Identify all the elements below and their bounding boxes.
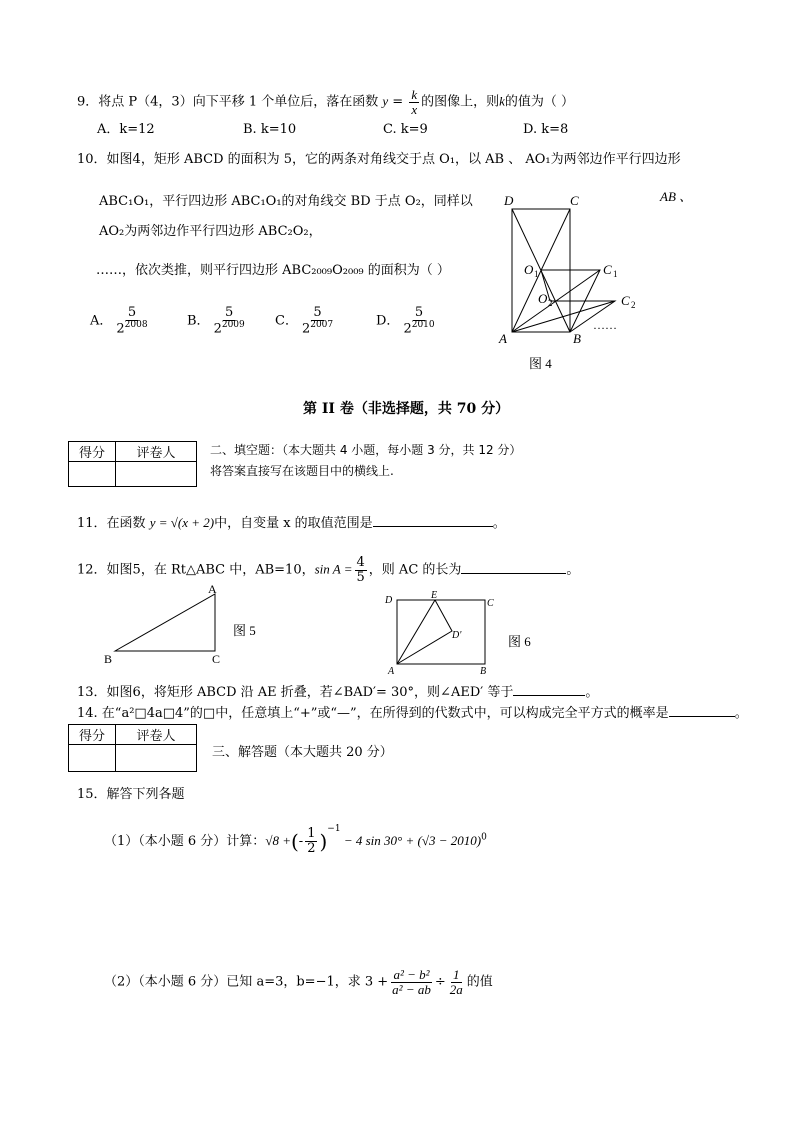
q15-p1-half-num: 1 [307, 826, 316, 842]
fig6-folded-triangle [397, 600, 452, 664]
q15-p1-exp2: 0 [481, 832, 487, 843]
q10-line2-right: AB 、 [660, 189, 693, 204]
q11 [77, 514, 506, 532]
figure-6 [380, 588, 540, 676]
q10-option-a-exp: 2008 [124, 319, 148, 330]
q10-option-a-label: A． [90, 313, 113, 329]
score-table-2-grader-cell[interactable] [116, 745, 197, 772]
q10-option-a-num: 5 [127, 305, 137, 320]
q10-option-c-frac [300, 306, 335, 336]
score-table-1-grader-cell[interactable] [116, 462, 197, 487]
q9-stem [77, 88, 574, 116]
q9-k: k [499, 93, 505, 109]
q10-line2: ABC₁O₁，平行四边形 ABC₁O₁的对角线交 BD 于点 O₂，同样以 [99, 194, 473, 209]
q15-p2-den: a² − ab [392, 981, 431, 997]
fig5-label-b: B [104, 652, 113, 666]
q15-p2-end: 的值 [466, 974, 493, 990]
q15-p1-formula-b: − 4 sin 30° + (√3 − 2010) [340, 833, 482, 848]
q14-text: 14. 在“a²□4a□4”的□中，任意填上“+”或“—”，在所得到的代数式中，可以构成完全平方式的概率是 [77, 706, 669, 721]
fig4-label-b: B [573, 331, 581, 346]
fig6-fold-ae [397, 600, 435, 664]
fig4-label-c2-sub: 2 [631, 300, 636, 310]
figure-5 [100, 582, 270, 667]
q11-formula: y = √(x + 2) [149, 515, 215, 530]
q9-option-c: C. k=9 [383, 122, 428, 137]
q10-option-b-frac [212, 306, 247, 336]
q15-part1 [104, 824, 487, 856]
score-table-2-col1: 得分 [69, 725, 116, 745]
q15-p1-half [305, 827, 317, 855]
fig6-label-a: A [388, 666, 395, 676]
q15-p2-num: a² − b² [393, 967, 430, 982]
q15-p2-text: （2）（本小题 6 分）已知 a=3，b=−1，求 3 + [104, 974, 389, 990]
q15-part2 [104, 968, 493, 996]
q12-sin: sin A = [314, 561, 353, 577]
fig4-label-o1-sub: 1 [534, 269, 539, 279]
fig6-label-e: E [431, 590, 438, 601]
fig6-label-c: C [487, 598, 494, 609]
q11-text-b: 中，自变量 x 的取值范围是 [214, 516, 373, 531]
fig4-label-o2-sub: 2 [548, 298, 553, 308]
fig4-label-d: D [504, 193, 514, 208]
score-table-1-score-cell[interactable] [69, 462, 116, 487]
q9-option-a: A．k=12 [97, 122, 155, 137]
q12-fraction [355, 556, 367, 584]
fig4-label-c1: C [603, 262, 612, 277]
q10-option-b-base: 2 [213, 320, 222, 336]
q15-p2-den2: 2a [449, 981, 463, 997]
fig5-label-a: A [208, 582, 217, 596]
score-table-2 [68, 724, 197, 772]
q14-end: 。 [734, 706, 748, 721]
q13-answer-blank[interactable] [513, 683, 585, 696]
q10-option-a-base: 2 [116, 320, 125, 336]
q15-p1-open-paren: ( [290, 829, 299, 854]
q15-p1-minus: - [298, 834, 304, 849]
q10-option-d-label: D． [376, 313, 400, 329]
q9-frac-den: x [411, 101, 418, 117]
q15-p1-formula-a: √8 + [265, 833, 291, 848]
q15-p2-frac2 [448, 968, 465, 996]
q10-option-a-den [114, 321, 149, 336]
q12-answer-blank[interactable] [461, 561, 566, 574]
q10-option-d-frac [401, 306, 436, 336]
q9-text-c: 的值为（ ） [504, 94, 575, 110]
q11-answer-blank[interactable] [373, 514, 493, 527]
q12 [77, 556, 579, 584]
fig6-rectangle [397, 600, 485, 664]
fill-section-instruction: 将答案直接写在该题目中的横线上. [210, 464, 394, 478]
q14-answer-blank[interactable] [669, 704, 735, 717]
q13-end: 。 [585, 685, 599, 700]
q10-line3: AO₂为两邻边作平行四边形 ABC₂O₂， [99, 224, 322, 239]
q10-option-b-num: 5 [225, 305, 234, 320]
q10-line1: 10．如图4，矩形 ABCD 的面积为 5，它的两条对角线交于点 O₁，以 AB 、 AO₁为两邻边作平行四边形 [77, 152, 681, 167]
q11-end: 。 [492, 516, 506, 531]
q10-option-b-den [212, 321, 247, 336]
score-table-2-score-cell[interactable] [69, 745, 116, 772]
q9-option-d: D. k=8 [523, 122, 569, 137]
q10-option-b-label: B． [187, 313, 210, 329]
q15-p2-num2: 1 [453, 967, 460, 982]
section2-title: 第 II 卷（非选择题，共 70 分） [303, 401, 510, 417]
fig4-label-a: A [499, 331, 507, 346]
q15-p2-div: ÷ [434, 974, 446, 990]
q10-option-b [187, 306, 249, 336]
q12-frac-den: 5 [356, 569, 365, 585]
q9-fraction [409, 88, 419, 116]
fig6-label-dprime: D' [452, 630, 462, 641]
fig4-label-c2: C [621, 293, 630, 308]
q15-p1-text: （1）（本小题 6 分）计算： [104, 834, 266, 849]
q10-option-c-num: 5 [313, 305, 322, 320]
q15-p1-half-den: 2 [307, 841, 316, 856]
q9-func-y: y [382, 93, 389, 109]
q14 [77, 704, 748, 722]
q10-option-b-exp: 2009 [221, 319, 245, 330]
q13-text: 13．如图6，将矩形 ABCD 沿 AE 折叠，若∠BAD′= 30°，则∠AED′ 等于 [77, 685, 514, 700]
q10-option-c-label: C． [275, 313, 298, 329]
fig4-label-o1: O [524, 262, 534, 277]
q10-option-d [376, 306, 439, 336]
q15-p1-exp: −1 [327, 824, 341, 834]
q15-p2-frac1 [390, 968, 433, 996]
q9-eq: = [388, 94, 408, 110]
q10-option-d-den [401, 321, 436, 336]
fig5-caption: 图 5 [233, 623, 256, 638]
q9-text-b: 的图像上，则 [421, 94, 500, 110]
fig4-label-c1-sub: 1 [613, 269, 618, 279]
fig6-label-b: B [480, 666, 487, 676]
fig5-label-c: C [212, 652, 221, 666]
q10-option-d-base: 2 [403, 320, 412, 336]
fig5-triangle [115, 594, 215, 651]
q12-frac-num: 4 [356, 555, 365, 570]
q10-option-c-base: 2 [301, 320, 311, 336]
figure-4 [495, 185, 645, 375]
q15-p1-close-paren: ) [319, 829, 328, 854]
q10-option-a [90, 306, 152, 336]
q12-text-b: ，则 AC 的长为 [368, 562, 462, 578]
q9-text-a: 9．将点 P（4，3）向下平移 1 个单位后，落在函数 [77, 94, 379, 110]
q15-title: 15．解答下列各题 [77, 787, 185, 802]
fig6-caption: 图 6 [508, 634, 531, 649]
q9-frac-num: k [411, 87, 418, 102]
q11-text-a: 11．在函数 [77, 516, 146, 531]
fig6-label-d: D [385, 595, 393, 606]
q10-option-c-den [300, 321, 335, 336]
fig4-label-o2: O [538, 291, 548, 306]
q13 [77, 683, 598, 701]
q9-option-b: B. k=10 [243, 122, 297, 137]
answer-section-title: 三、解答题（本大题共 20 分） [212, 745, 393, 760]
q10-option-c-exp: 2007 [310, 319, 334, 330]
fig4-caption: 图 4 [529, 356, 552, 371]
fill-section-title: 二、填空题：（本大题共 4 小题，每小题 3 分，共 12 分） [210, 443, 522, 457]
q12-text-a: 12．如图5，在 Rt△ABC 中，AB=10， [77, 562, 315, 578]
q10-option-a-frac [114, 306, 149, 336]
score-table-1-col1: 得分 [69, 442, 116, 462]
q12-end: 。 [566, 562, 580, 578]
q10-line4: ……，依次类推，则平行四边形 ABC₂₀₀₉O₂₀₀₉ 的面积为（ ） [96, 263, 450, 278]
score-table-1-col2: 评卷人 [116, 442, 197, 462]
q10-option-c [275, 306, 337, 336]
score-table-2-col2: 评卷人 [116, 725, 197, 745]
q10-option-d-num: 5 [414, 305, 424, 320]
score-table-1 [68, 441, 197, 487]
fig4-dots: …… [593, 318, 617, 332]
fig4-label-c: C [570, 193, 579, 208]
q10-option-d-exp: 2010 [411, 319, 435, 330]
